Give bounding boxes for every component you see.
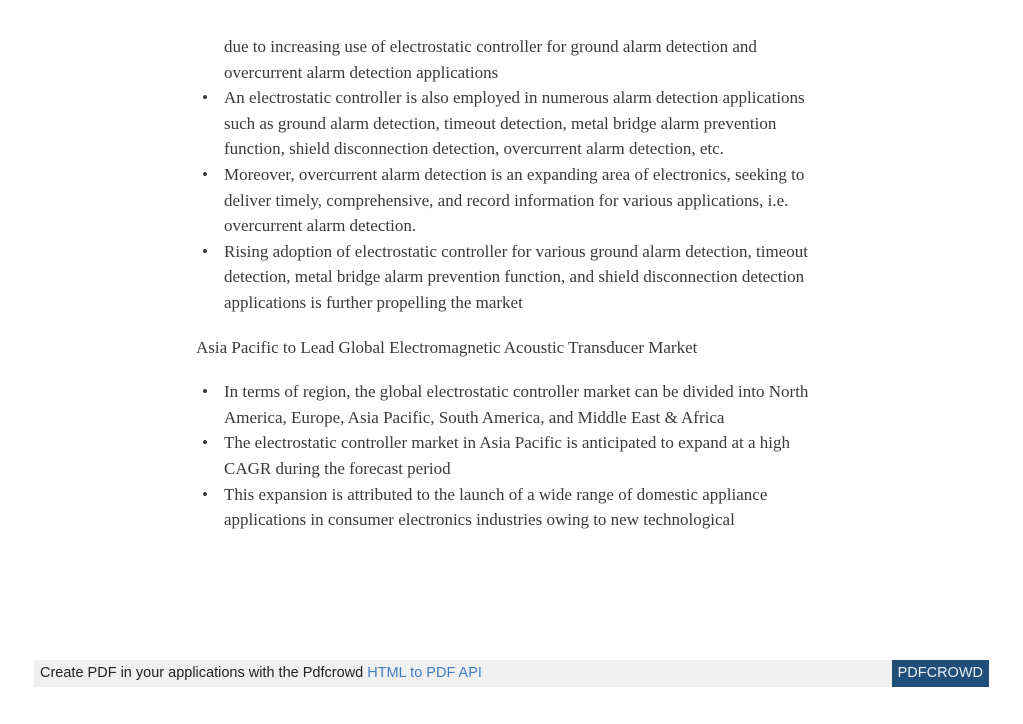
- pdfcrowd-brand-button[interactable]: PDFCROWD: [892, 660, 989, 687]
- pdfcrowd-footer: [34, 660, 989, 687]
- list-item: • Rising adoption of electrostatic controller for various ground alarm detection, timeout detection, metal bridge alarm prevention function, and shield disconnection detection applications is further propelling the market: [196, 239, 836, 316]
- list-item: • In terms of region, the global electrostatic controller market can be divided into North America, Europe, Asia Pacific, South America, and Middle East & Africa: [196, 379, 836, 430]
- continuation-paragraph: due to increasing use of electrostatic controller for ground alarm detection and overcurrent alarm detection applications: [224, 37, 757, 82]
- list-item: • This expansion is attributed to the launch of a wide range of domestic appliance applications in consumer electronics industries owing to new technological: [196, 482, 836, 533]
- html-to-pdf-api-link[interactable]: HTML to PDF API: [367, 665, 482, 681]
- bullet-list-drivers: [196, 85, 836, 315]
- document-body: [196, 34, 836, 533]
- footer-text: [40, 660, 482, 687]
- footer-caption: Create PDF in your applications with the Pdfcrowd: [40, 665, 368, 681]
- bullet-list-region: [196, 379, 836, 533]
- list-item: • An electrostatic controller is also employed in numerous alarm detection applications such as ground alarm detection, timeout detection, metal bridge alarm prevention function, shield disconnection detection, overcurrent alarm detection, etc.: [196, 85, 836, 162]
- section-heading: Asia Pacific to Lead Global Electromagnetic Acoustic Transducer Market: [196, 337, 698, 357]
- list-item: • The electrostatic controller market in Asia Pacific is anticipated to expand at a high CAGR during the forecast period: [196, 430, 836, 481]
- list-item: • Moreover, overcurrent alarm detection is an expanding area of electronics, seeking to deliver timely, comprehensive, and record information for various applications, i.e. overcurrent alarm detection.: [196, 162, 836, 239]
